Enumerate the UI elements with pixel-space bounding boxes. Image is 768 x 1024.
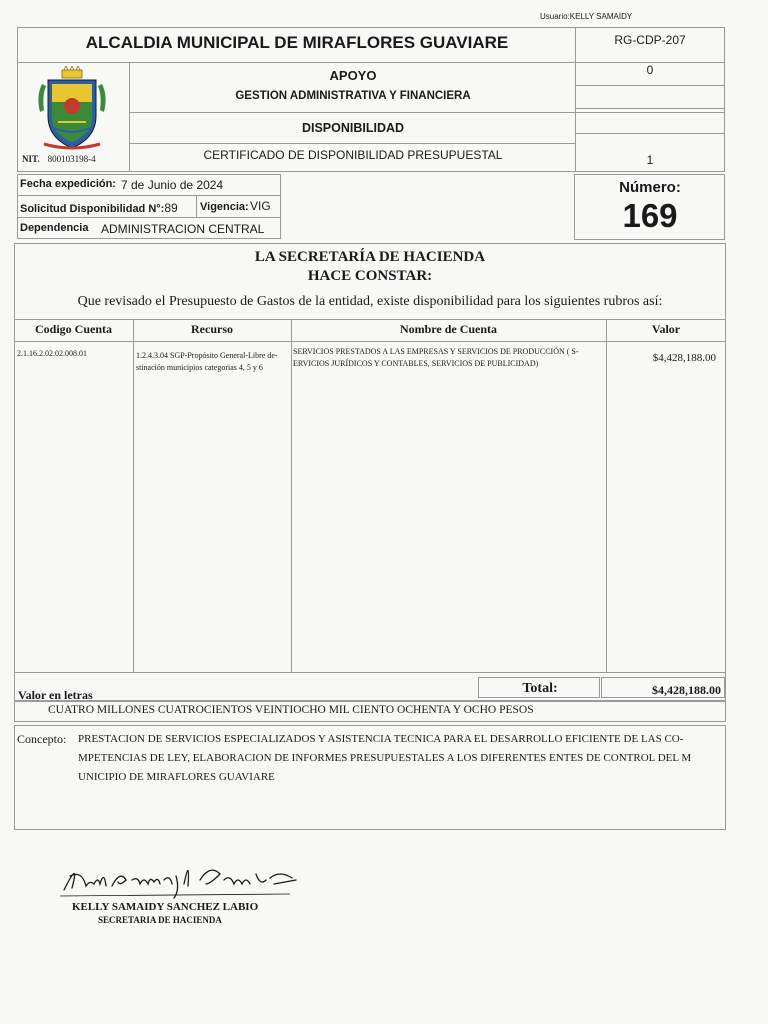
intro-text: Que revisado el Presupuesto de Gastos de la entidad, existe disponibilidad para los siguientes rubros así: bbox=[77, 294, 663, 309]
municipal-coat-of-arms-icon bbox=[34, 66, 110, 152]
numero-label: Número: bbox=[619, 179, 681, 196]
concepto-label: Concepto: bbox=[17, 732, 67, 746]
signer-name: KELLY SAMAIDY SANCHEZ LABIO bbox=[72, 901, 259, 913]
document-title: ALCALDIA MUNICIPAL DE MIRAFLORES GUAVIARE bbox=[85, 33, 509, 52]
cell-recurso: 1.2.4.3.04 SGP-Propósito General-Libre de-stinación municipios categorias 4, 5 y 6 bbox=[136, 351, 278, 372]
subprocess-label: GESTION ADMINISTRATIVA Y FINANCIERA bbox=[235, 90, 471, 102]
certificate-name: CERTIFICADO DE DISPONIBILIDAD PRESUPUESTAL bbox=[203, 148, 503, 162]
vigencia-value: VIG bbox=[250, 199, 271, 213]
signer-role: SECRETARIA DE HACIENDA bbox=[98, 915, 222, 925]
document-type: DISPONIBILIDAD bbox=[301, 121, 405, 135]
solicitud-label: Solicitud Disponibilidad N°: bbox=[20, 203, 165, 215]
valor-en-letras: CUATRO MILLONES CUATROCIENTOS VEINTIOCHO MIL CIENTO OCHENTA Y OCHO PESOS bbox=[48, 704, 534, 716]
cell-codigo: 2.1.16.2.02.02.008.01 bbox=[17, 349, 87, 358]
numero-value: 169 bbox=[622, 197, 678, 234]
nit-value: 800103198-4 bbox=[47, 154, 96, 164]
valor-letras-label: Valor en letras bbox=[18, 688, 93, 702]
user-label: Usuario:KELLY SAMAIDY bbox=[540, 12, 633, 21]
total-value: $4,428,188.00 bbox=[652, 683, 721, 697]
revision-top: 0 bbox=[646, 63, 654, 77]
cell-nombre: SERVICIOS PRESTADOS A LAS EMPRESAS Y SERVICIOS DE PRODUCCIÓN ( S-ERVICIOS JURÍDICOS Y CONTABLES, SERVICIOS DE PUBLICIDAD) bbox=[293, 347, 579, 368]
secretaria-heading: LA SECRETARÍA DE HACIENDA bbox=[254, 249, 486, 265]
total-label: Total: bbox=[522, 681, 558, 696]
vigencia-label: Vigencia: bbox=[200, 201, 249, 213]
hace-constar-heading: HACE CONSTAR: bbox=[307, 268, 433, 284]
th-recurso: Recurso bbox=[191, 322, 233, 336]
process-label: APOYO bbox=[329, 68, 377, 83]
cell-valor: $4,428,188.00 bbox=[652, 352, 716, 364]
fecha-expedicion-label: Fecha expedición: bbox=[20, 178, 116, 190]
revision-bottom: 1 bbox=[646, 153, 654, 167]
fecha-expedicion-value: 7 de Junio de 2024 bbox=[121, 178, 224, 192]
concepto-text: PRESTACION DE SERVICIOS ESPECIALIZADOS Y ASISTENCIA TECNICA PARA EL DESARROLLO EFICIENTE DE LAS CO-MPETENCIAS DE LEY, ELABORACION DE INFORMES PRESUPUESTALES A LOS DIFERENTES ENTES DE CONTROL DEL M UNICIPIO DE MIRAFLORES GUAVIARE bbox=[78, 733, 692, 783]
handwritten-signature-icon bbox=[60, 850, 300, 900]
solicitud-disponibilidad bbox=[20, 201, 178, 215]
dependencia-value: ADMINISTRACION CENTRAL bbox=[101, 222, 265, 236]
th-valor: Valor bbox=[651, 322, 681, 336]
solicitud-value: 89 bbox=[164, 201, 178, 215]
body-frame bbox=[14, 243, 726, 701]
form-code: RG-CDP-207 bbox=[614, 33, 686, 47]
nit-label: NIT. bbox=[22, 154, 40, 164]
nit bbox=[22, 154, 96, 164]
dependencia-label: Dependencia bbox=[20, 222, 89, 234]
th-codigo-cuenta: Codigo Cuenta bbox=[34, 322, 112, 336]
th-nombre-cuenta: Nombre de Cuenta bbox=[399, 322, 498, 336]
